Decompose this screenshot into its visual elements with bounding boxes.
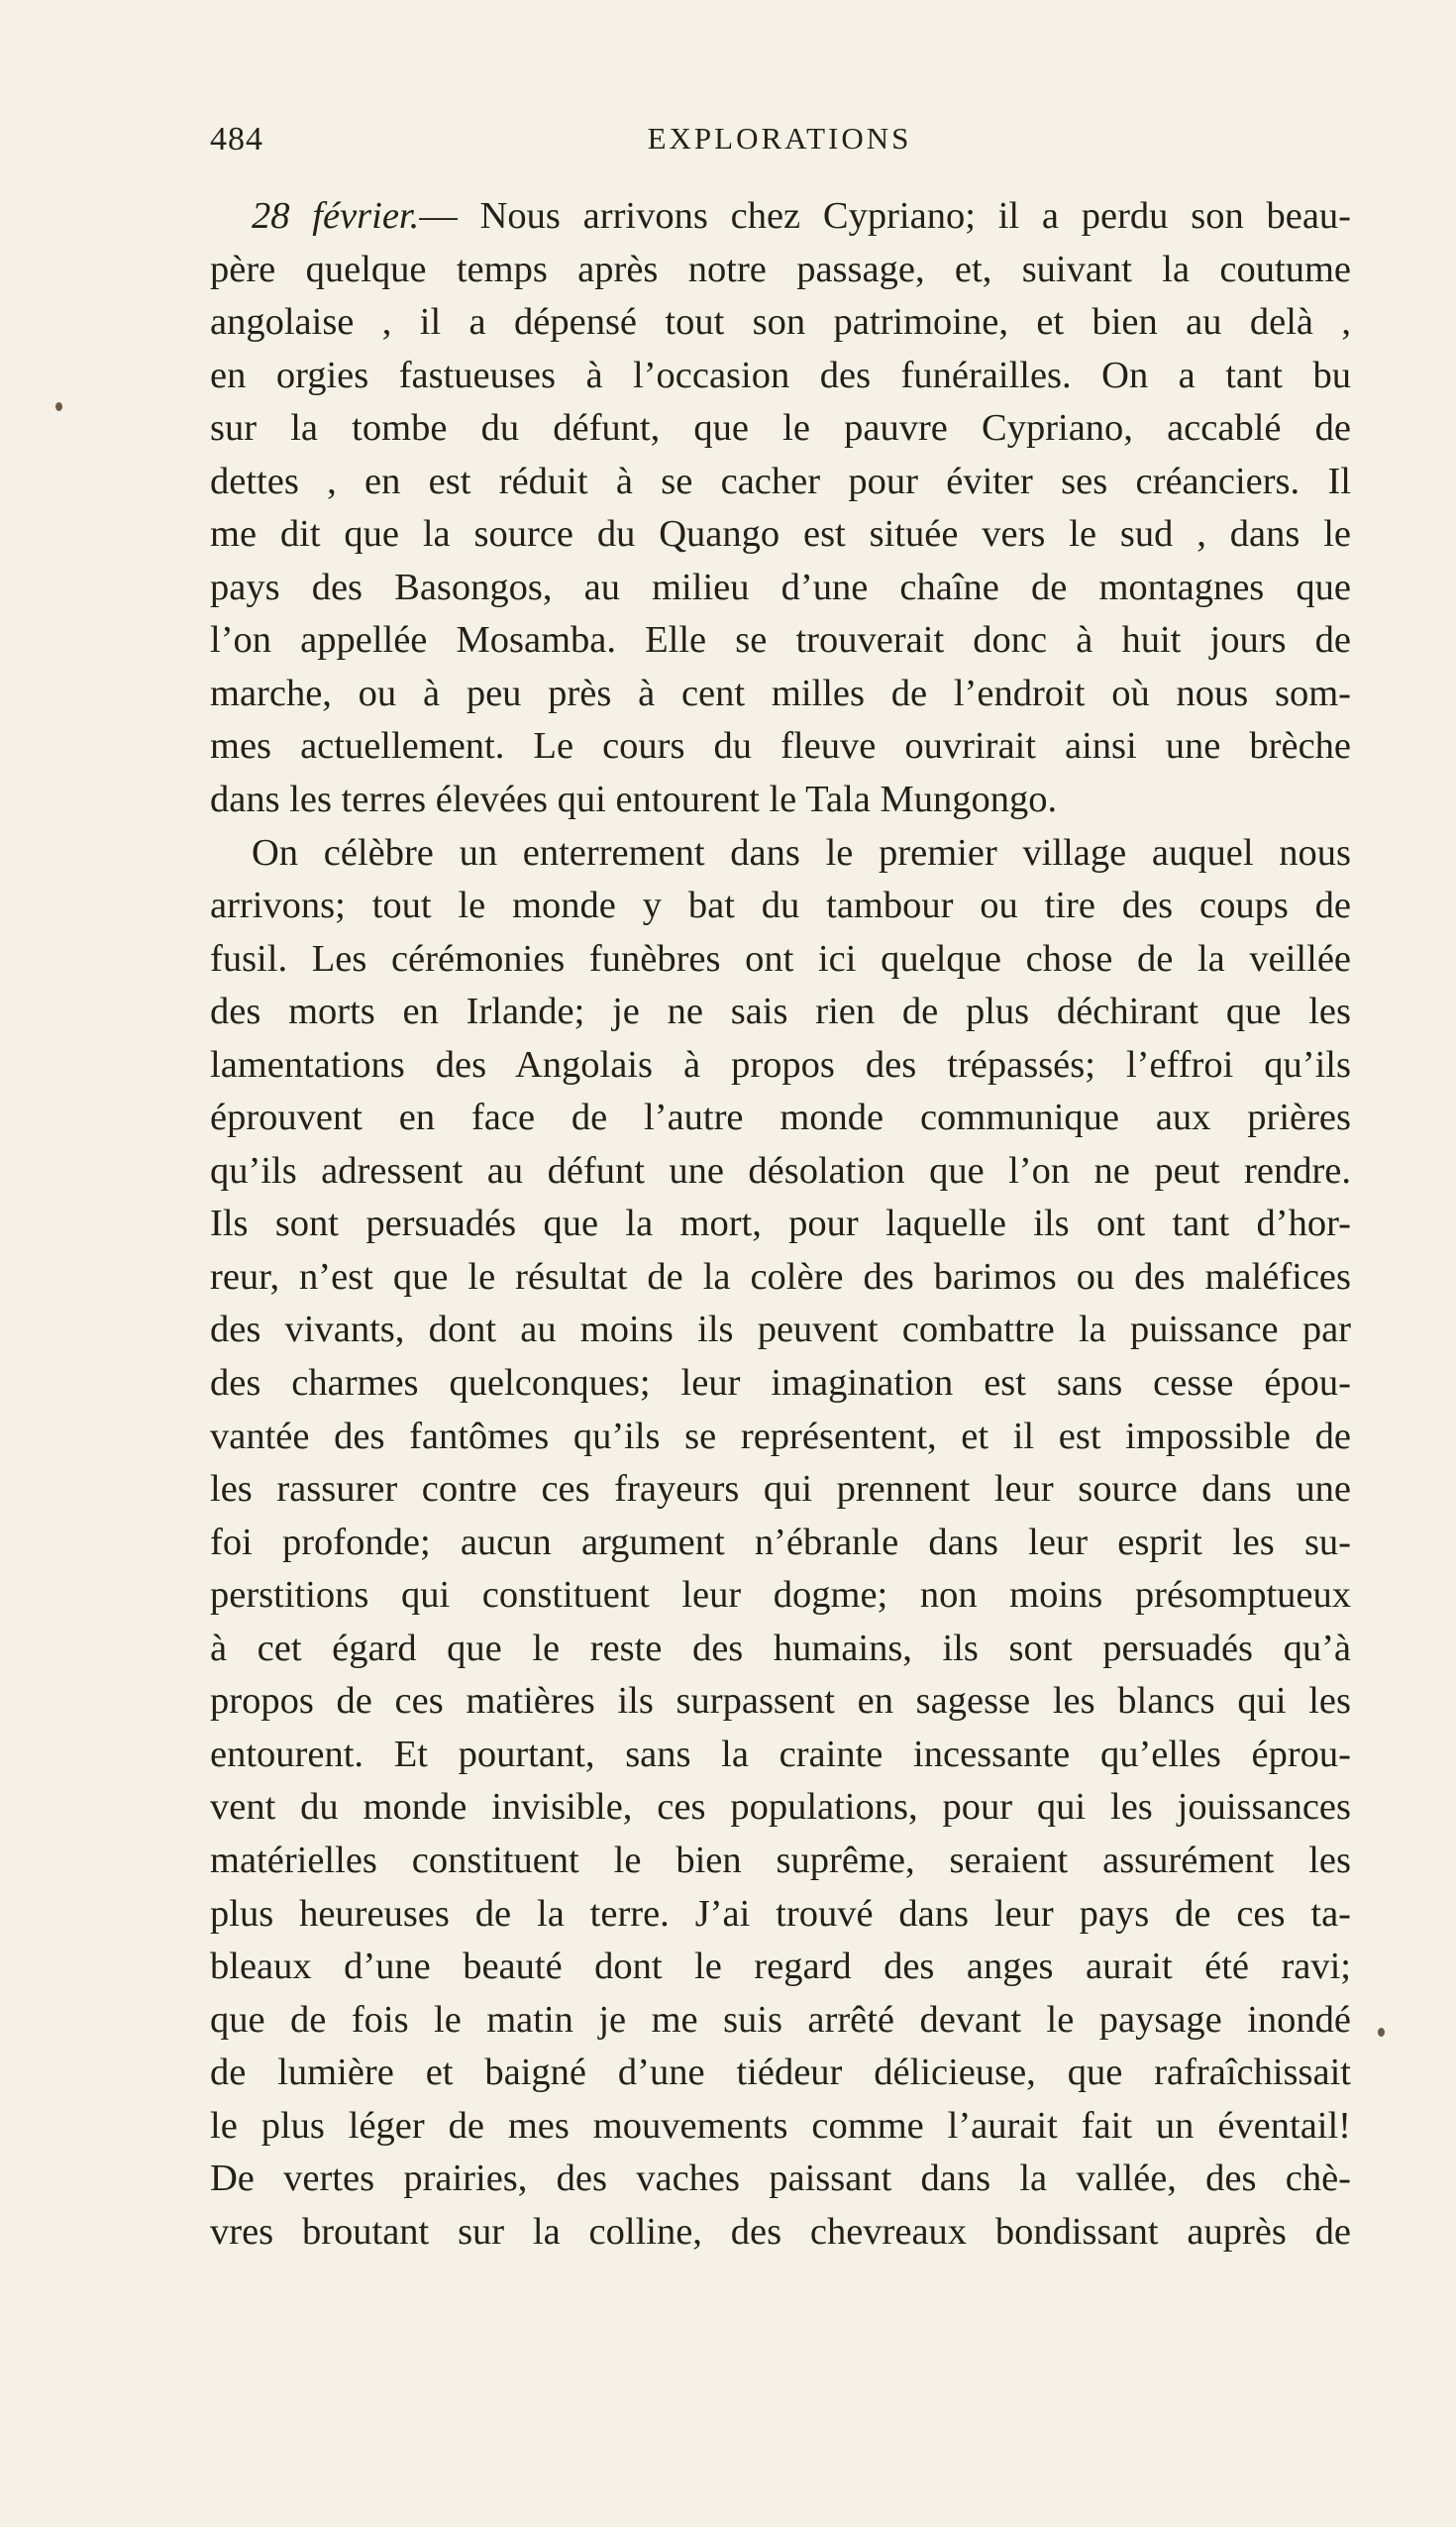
text-line: des morts en Irlande; je ne sais rien de plus déchirant que les — [210, 991, 1351, 1033]
text-line: plus heureuses de la terre. J’ai trouvé dans leur pays de ces ta- — [210, 1892, 1351, 1935]
text-line: de lumière et baigné d’une tiédeur délicieuse, que rafraîchissait — [210, 2052, 1351, 2094]
margin-speck — [1378, 2028, 1385, 2037]
text-line: 28 février.— Nous arrivons chez Cypriano; il a perdu son beau- — [252, 195, 1351, 237]
text-line: que de fois le matin je me suis arrêté devant le paysage inondé — [210, 1998, 1351, 2041]
text-line: entourent. Et pourtant, sans la crainte incessante qu’elles éprou- — [210, 1733, 1351, 1775]
text-line: matérielles constituent le bien suprême, seraient assurément les — [210, 1839, 1351, 1881]
text-line: en orgies fastueuses à l’occasion des funérailles. On a tant bu — [210, 354, 1351, 396]
running-title: EXPLORATIONS — [647, 121, 912, 156]
text-line: pays des Basongos, au milieu d’une chaîne de montagnes que — [210, 566, 1351, 608]
margin-speck — [55, 402, 62, 411]
text-line: des charmes quelconques; leur imagination est sans cesse épou- — [210, 1362, 1351, 1405]
text-line: les rassurer contre ces frayeurs qui prennent leur source dans une — [210, 1468, 1351, 1511]
text-line: bleaux d’une beauté dont le regard des anges aurait été ravi; — [210, 1946, 1351, 1988]
text-line: mes actuellement. Le cours du fleuve ouvrirait ainsi une brèche — [210, 725, 1351, 768]
text-line: lamentations des Angolais à propos des trépassés; l’effroi qu’ils — [210, 1043, 1351, 1086]
text-line: On célèbre un enterrement dans le premier village auquel nous — [252, 831, 1351, 874]
text-line: éprouvent en face de l’autre monde communique aux prières — [210, 1097, 1351, 1139]
text-line: sur la tombe du défunt, que le pauvre Cypriano, accablé de — [210, 407, 1351, 450]
text-line: père quelque temps après notre passage, et, suivant la coutume — [210, 248, 1351, 290]
page-header — [210, 121, 1349, 168]
text-line: reur, n’est que le résultat de la colère des barimos ou des maléfices — [210, 1255, 1351, 1298]
text-line: l’on appellée Mosamba. Elle se trouverait donc à huit jours de — [210, 619, 1351, 662]
text-line: foi profonde; aucun argument n’ébranle dans leur esprit les su- — [210, 1521, 1351, 1563]
diary-date: 28 février. — [252, 195, 420, 237]
text-line: vantée des fantômes qu’ils se représentent, et il est impossible de — [210, 1415, 1351, 1457]
text-line: vent du monde invisible, ces populations, pour qui les jouissances — [210, 1786, 1351, 1829]
body-text — [210, 190, 1351, 2259]
text-line: De vertes prairies, des vaches paissant dans la vallée, des chè- — [210, 2158, 1351, 2200]
text-line: fusil. Les cérémonies funèbres ont ici quelque chose de la veillée — [210, 937, 1351, 980]
text-line: Ils sont persuadés que la mort, pour laquelle ils ont tant d’hor- — [210, 1203, 1351, 1245]
text-line: perstitions qui constituent leur dogme; non moins présomptueux — [210, 1574, 1351, 1617]
paragraph — [210, 827, 1351, 2260]
page-number: 484 — [210, 121, 263, 158]
text-line: vres broutant sur la colline, des chevreaux bondissant auprès de — [210, 2210, 1351, 2253]
text-line: dans les terres élevées qui entourent le Tala Mungongo. — [210, 779, 1058, 821]
text-line: arrivons; tout le monde y bat du tambour ou tire des coups de — [210, 885, 1351, 927]
text-line: le plus léger de mes mouvements comme l’aurait fait un éventail! — [210, 2104, 1351, 2147]
text-line: marche, ou à peu près à cent milles de l’endroit où nous som- — [210, 672, 1351, 714]
text-line: propos de ces matières ils surpassent en sagesse les blancs qui les — [210, 1680, 1351, 1723]
text-line: des vivants, dont au moins ils peuvent combattre la puissance par — [210, 1309, 1351, 1351]
text-line: me dit que la source du Quango est située vers le sud , dans le — [210, 513, 1351, 556]
text-line: dettes , en est réduit à se cacher pour éviter ses créanciers. Il — [210, 460, 1351, 502]
text-line: à cet égard que le reste des humains, ils sont persuadés qu’à — [210, 1627, 1351, 1669]
text-line: qu’ils adressent au défunt une désolation que l’on ne peut rendre. — [210, 1149, 1351, 1192]
text-line: angolaise , il a dépensé tout son patrimoine, et bien au delà , — [210, 301, 1351, 344]
paragraph — [210, 190, 1351, 827]
